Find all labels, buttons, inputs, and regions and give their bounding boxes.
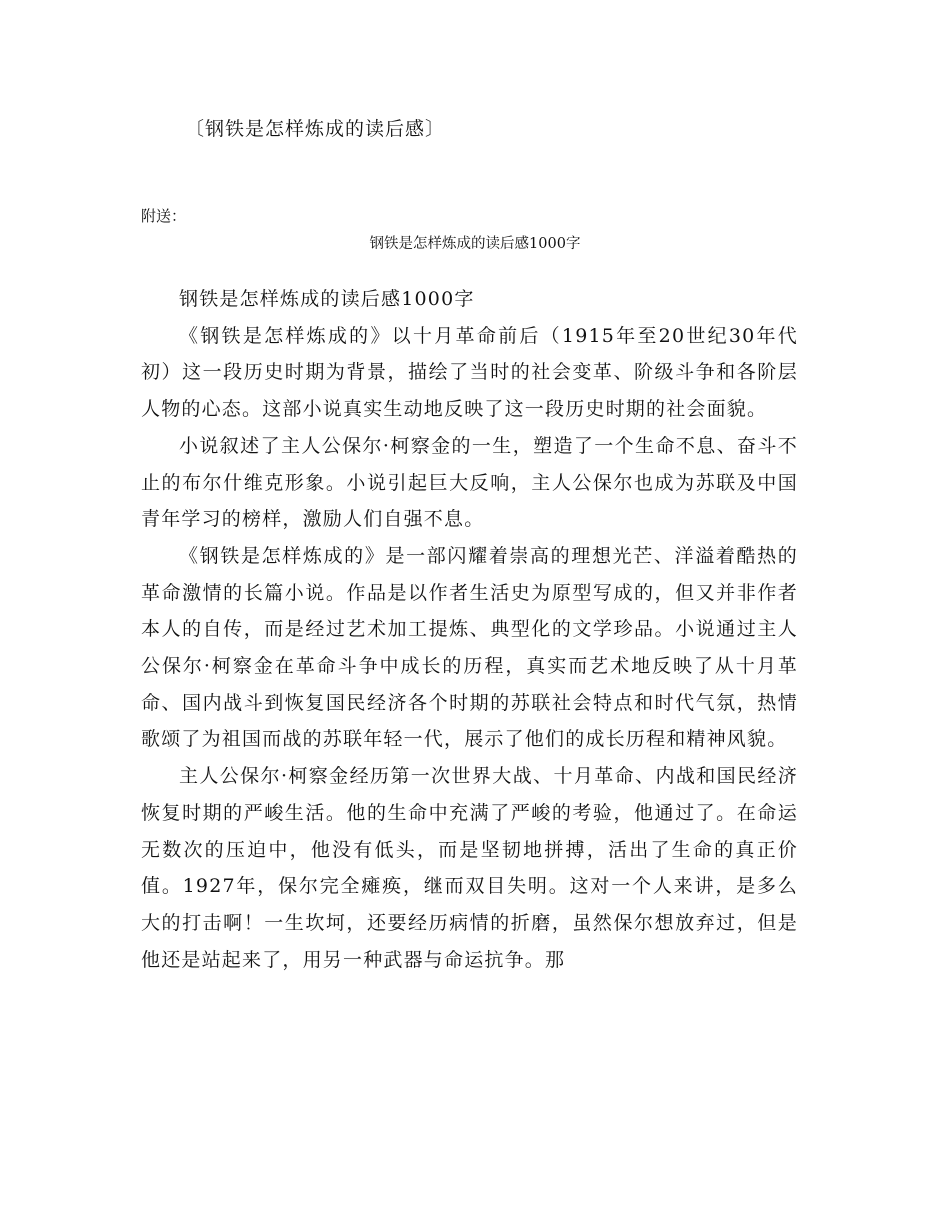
appendix-label: 附送：: [141, 207, 187, 225]
document-title: 〔钢铁是怎样炼成的读后感〕: [185, 118, 446, 140]
article-body: [141, 281, 798, 978]
document-subtitle: 钢铁是怎样炼成的读后感1000字: [369, 236, 581, 252]
paragraph: 小说叙述了主人公保尔·柯察金的一生，塑造了一个生命不息、奋斗不止的布尔什维克形象。小说引起巨大反响，主人公保尔也成为苏联及中国青年学习的榜样，激励人们自强不息。: [141, 434, 798, 531]
paragraph: 《钢铁是怎样炼成的》是一部闪耀着崇高的理想光芒、洋溢着酷热的革命激情的长篇小说。作品是以作者生活史为原型写成的，但又并非作者本人的自传，而是经过艺术加工提炼、典型化的文学珍品。小说通过主人公保尔·柯察金在革命斗争中成长的历程，真实而艺术地反映了从十月革命、国内战斗到恢复国民经济各个时期的苏联社会特点和时代气氛，热情歌颂了为祖国而战的苏联年轻一代，展示了他们的成长历程和精神风貌。: [141, 544, 798, 751]
article-heading: 钢铁是怎样炼成的读后感1000字: [179, 288, 475, 310]
paragraph: 《钢铁是怎样炼成的》以十月革命前后（1915年至20世纪30年代初）这一段历史时期为背景，描绘了当时的社会变革、阶级斗争和各阶层人物的心态。这部小说真实生动地反映了这一段历史时期的社会面貌。: [141, 324, 798, 421]
paragraph: 主人公保尔·柯察金经历第一次世界大战、十月革命、内战和国民经济恢复时期的严峻生活。他的生命中充满了严峻的考验，他通过了。在命运无数次的压迫中，他没有低头，而是坚韧地拼搏，活出了生命的真正价值。1927年，保尔完全瘫痪，继而双目失明。这对一个人来讲，是多么大的打击啊！一生坎坷，还要经历病情的折磨，虽然保尔想放弃过，但是他还是站起来了，用另一种武器与命运抗争。那: [141, 765, 798, 971]
